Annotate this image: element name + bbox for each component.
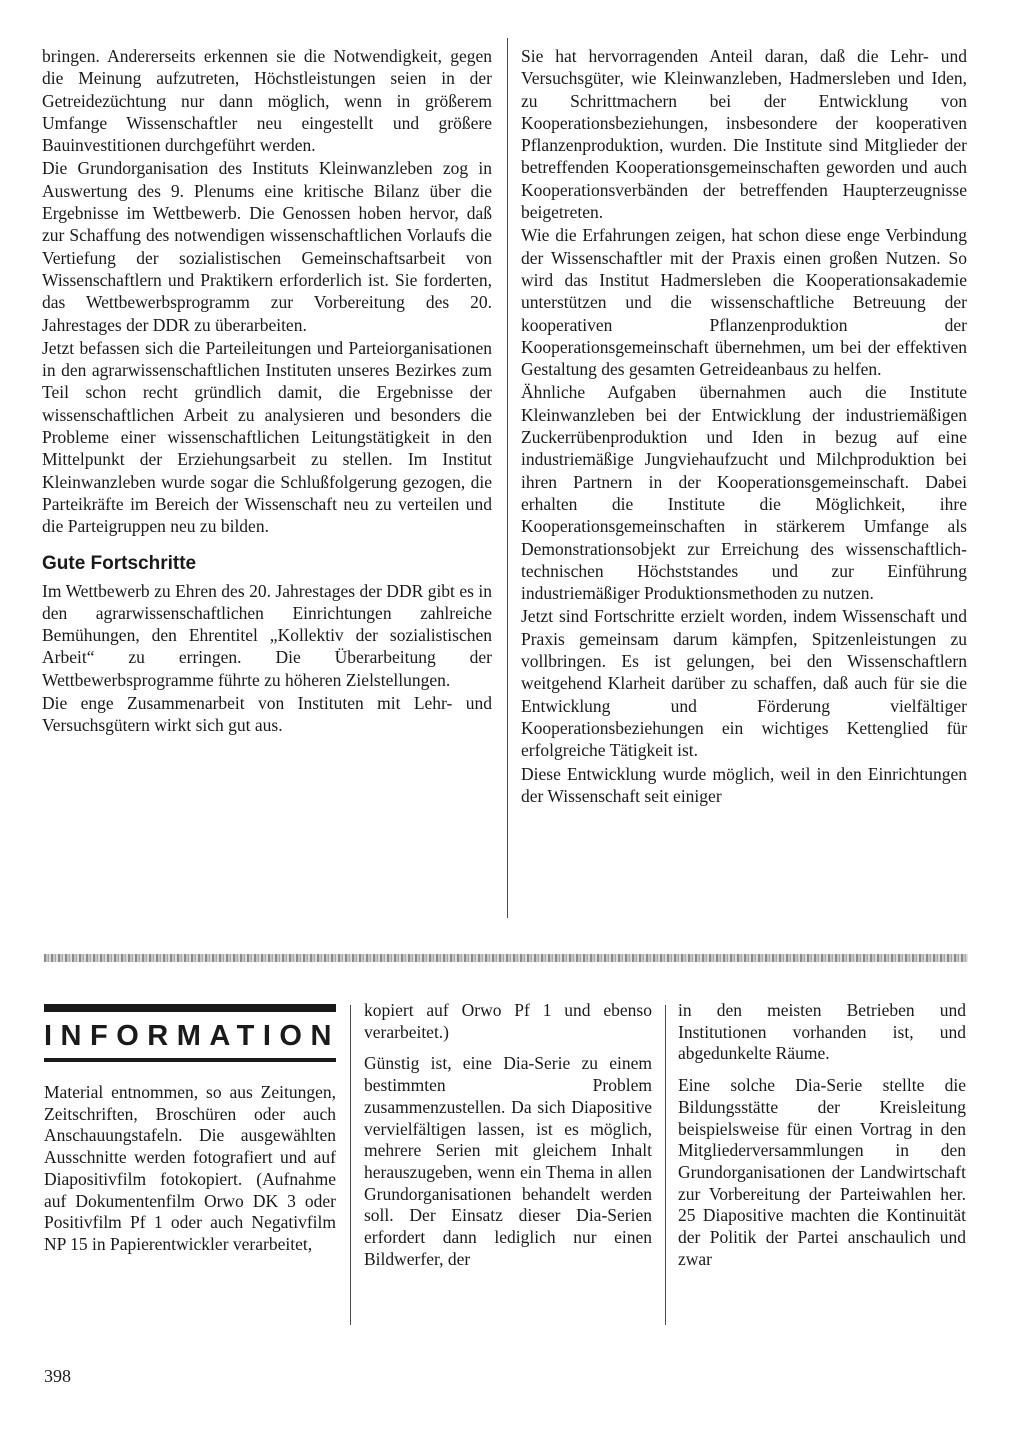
paragraph: Material entnommen, so aus Zeitungen, Zeitschriften, Broschüren oder auch Anschauungstafeln. Die ausgewählten Ausschnitte werden fotografiert und auf Diapositivfilm fotokopiert. (Aufnahme auf Dokumentenfilm Orwo DK 3 oder Positivfilm Pf 1 oder auch Negativfilm NP 15 in Papierentwickler verarbeitet, — [44, 1082, 336, 1254]
page-number: 398 — [44, 1366, 71, 1386]
paragraph: Jetzt sind Fortschritte erzielt worden, indem Wissenschaft und Praxis gemeinsam darum kämpfen, Spitzenleistungen zu vollbringen. Es ist gelungen, bei den Wissenschaftlern weitgehend Klarheit darüber zu schaffen, daß auch für sie die Entwicklung und Förderung vielfältiger Kooperationsbeziehungen ein wichtiges Kettenglied für erfolgreiche Tätigkeit ist. — [521, 606, 967, 761]
information-column-2 — [364, 1000, 652, 1270]
paragraph: Jetzt befassen sich die Parteileitungen und Parteiorganisationen in den agrarwissenschaftlichen Instituten unseres Bezirkes zum Teil schon recht gründlich damit, die Ergebnisse der wissenschaftlichen Arbeit zu analysieren und besonders die Probleme einer wissenschaftlichen Leitungstätigkeit in den Mittelpunkt der Erziehungsarbeit zu stellen. Im Institut Kleinwanzleben wurde sogar die Schlußfolgerung gezogen, die Parteikräfte im Bereich der Wissenschaft neu zu verteilen und die Parteigruppen neu zu bilden. — [42, 337, 492, 537]
paragraph: kopiert auf Orwo Pf 1 und ebenso verarbeitet.) — [364, 1000, 652, 1042]
paragraph: Die Grundorganisation des Instituts Kleinwanzleben zog in Auswertung des 9. Plenums eine kritische Bilanz über die Ergebnisse im Wettbewerb. Die Genossen hoben hervor, daß zur Schaffung des notwendigen wissenschaftlichen Vorlaufs die Vertiefung der sozialistischen Gemeinschaftsarbeit von Wissenschaftlern und Praktikern erforderlich ist. Sie forderten, das Wettbewerbsprogramm zur Vorbereitung des 20. Jahrestages der DDR zu überarbeiten. — [42, 158, 492, 335]
column-divider — [665, 1005, 666, 1325]
article-column-right — [521, 45, 967, 807]
paragraph: Diese Entwicklung wurde möglich, weil in den Einrichtungen der Wissenschaft seit einiger — [521, 763, 967, 806]
paragraph: Die enge Zusammenarbeit von Instituten mit Lehr- und Versuchsgütern wirkt sich gut aus. — [42, 693, 492, 736]
paragraph: in den meisten Betrieben und Institutionen vorhanden ist, und abgedunkelte Räume. — [678, 1000, 966, 1064]
header-rule-top — [44, 1004, 336, 1012]
section-heading: Gute Fortschritte — [42, 552, 197, 574]
information-column-3 — [678, 1000, 966, 1270]
section-separator — [44, 954, 968, 962]
information-title: INFORMATION — [44, 1020, 340, 1052]
paragraph: Günstig ist, eine Dia-Serie zu einem bestimmten Problem zusammenzustellen. Da sich Diapositive vervielfältigen lassen, ist es möglich, mehrere Serien mit gleichem Inhalt herauszugeben, wenn ein Thema in allen Grundorganisationen behandelt werden soll. Der Einsatz dieser Dia-Serien erfordert dann lediglich nur einen Bildwerfer, der — [364, 1053, 652, 1269]
article-column-left — [42, 45, 492, 737]
information-header — [44, 1004, 340, 1062]
paragraph: Wie die Erfahrungen zeigen, hat schon diese enge Verbindung der Wissenschaftler mit der Praxis einen großen Nutzen. So wird das Institut Hadmersleben die Kooperationsakademie unterstützen und die wissenschaftliche Betreuung der kooperativen Pflanzenproduktion der Kooperationsgemeinschaft übernehmen, um bei der effektiven Gestaltung des gesamten Getreideanbaus zu helfen. — [521, 225, 967, 380]
header-rule-bottom — [44, 1058, 336, 1062]
information-column-1 — [44, 1082, 336, 1256]
column-divider — [507, 38, 508, 918]
paragraph: Sie hat hervorragenden Anteil daran, daß die Lehr- und Versuchsgüter, wie Kleinwanzleben, Hadmersleben und Iden, zu Schrittmachern bei der Entwicklung von Kooperationsbeziehungen, insbesondere der kooperativen Pflanzenproduktion, wurden. Die Institute sind Mitglieder der betreffenden Kooperationsgemeinschaften geworden und auch Kooperationsverbänden der betreffenden Haupterzeugnisse beigetreten. — [521, 46, 967, 223]
paragraph: bringen. Andererseits erkennen sie die Notwendigkeit, gegen die Meinung aufzutreten, Höchstleistungen seien in der Getreidezüchtung nur dann möglich, wenn in größerem Umfange Wissenschaftler neu eingestellt und größere Bauinvestitionen durchgeführt werden. — [42, 46, 492, 156]
paragraph: Im Wettbewerb zu Ehren des 20. Jahrestages der DDR gibt es in den agrarwissenschaftlichen Einrichtungen zahlreiche Bemühungen, den Ehrentitel „Kollektiv der sozialistischen Arbeit“ zu erringen. Die Überarbeitung der Wettbewerbsprogramme führte zu höheren Zielstellungen. — [42, 580, 492, 690]
column-divider — [350, 1005, 351, 1325]
paragraph: Eine solche Dia-Serie stellte die Bildungsstätte der Kreisleitung beispielsweise für einen Vortrag in den Mitgliederversammlungen in den Grundorganisationen der Landwirtschaft zur Vorbereitung der Parteiwahlen her. 25 Diapositive machten die Kontinuität der Politik der Partei anschaulich und zwar — [678, 1075, 966, 1269]
paragraph: Ähnliche Aufgaben übernahmen auch die Institute Kleinwanzleben bei der Entwicklung der industriemäßigen Zuckerrübenproduktion und Iden in bezug auf eine industriemäßige Jungviehaufzucht und Milchproduktion bei ihren Partnern in der Kooperationsgemeinschaft. Dabei erhalten die Institute die Möglichkeit, ihre Kooperationsgemeinschaften in stärkerem Umfange als Demonstrationsobjekt zur Erreichung des wissenschaftlich-technischen Höchststandes und zur Einführung industriemäßiger Produktionsmethoden zu nutzen. — [521, 382, 967, 604]
